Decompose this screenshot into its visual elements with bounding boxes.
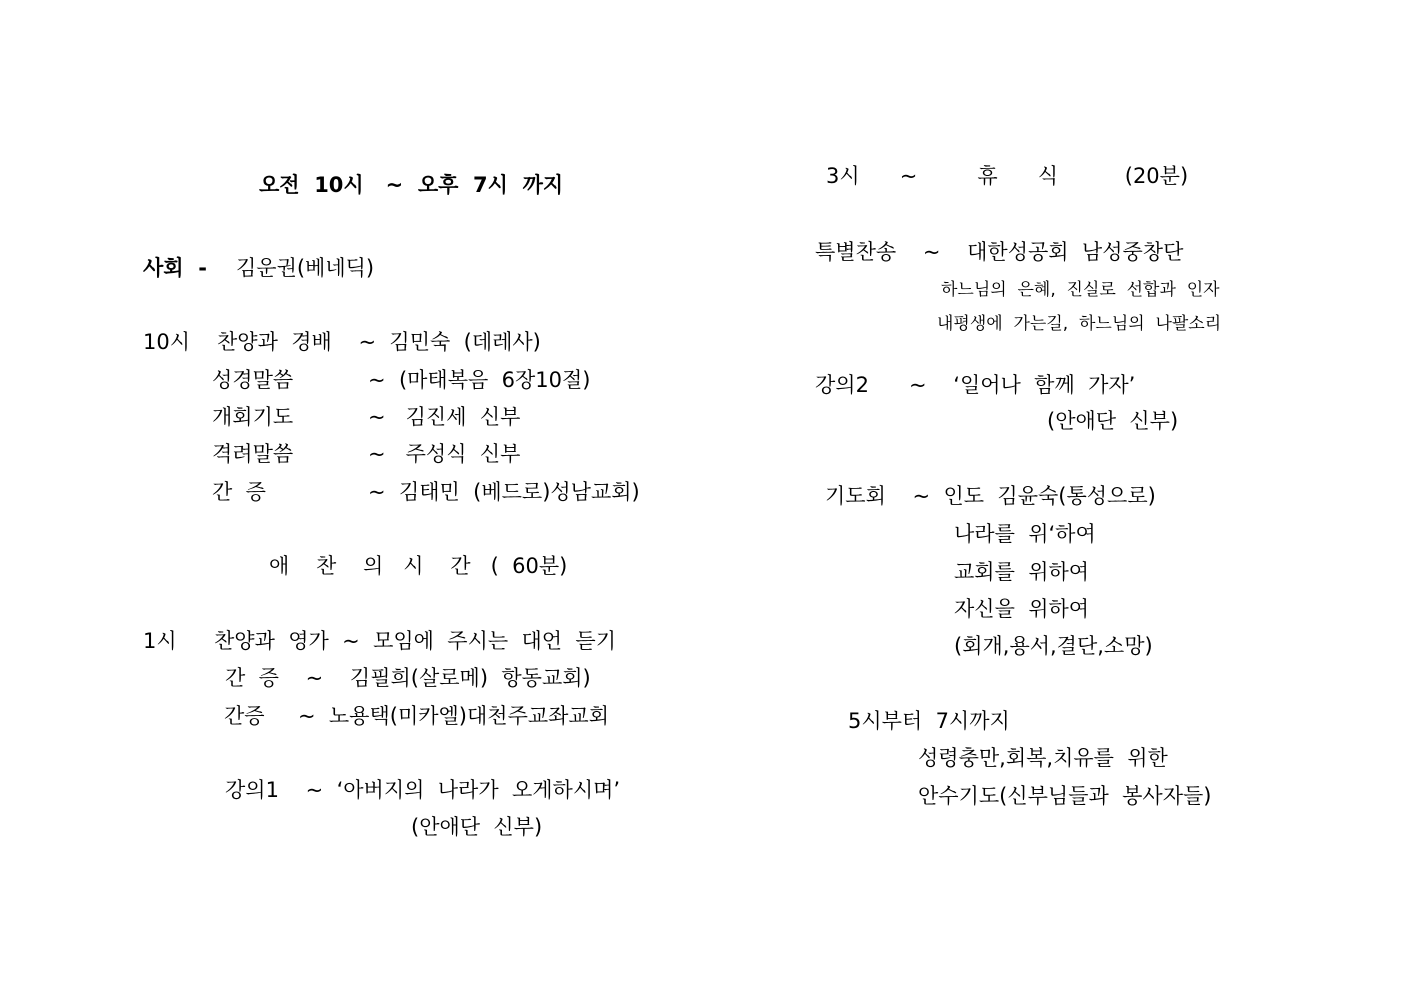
lecture-1: 강의1 ~ ‘아버지의 나라가 오게하시며’ (225, 778, 621, 802)
song-list-2: 내평생에 가는길, 하느님의 나팔소리 (937, 314, 1222, 334)
healing-line: 성령충만,회복,치유를 위한 (918, 746, 1168, 770)
laying-hands-line: 안수기도(신부님들과 봉사자들) (918, 784, 1212, 808)
lecture-1-speaker: (안애단 신부) (411, 815, 543, 839)
host-name: 김운권(베네딕) (236, 256, 375, 280)
prayer-item: (회개,용서,결단,소망) (954, 634, 1153, 658)
prayer-meeting: 기도회 ~ 인도 김윤숙(통성으로) (825, 484, 1156, 508)
row-value: ~ (마태복음 6장10절) (368, 368, 591, 392)
song-list-1: 하느님의 은혜, 진실로 선합과 인자 (941, 280, 1220, 300)
testimony-2: 간증 ~ 노용택(미카엘)대천주교좌교회 (224, 704, 609, 728)
row-label: 격려말씀 (212, 442, 294, 466)
prayer-item: 나라를 위‘하여 (954, 522, 1096, 546)
row-value: ~ 김태민 (베드로)성남교회) (368, 480, 640, 504)
special-song: 특별찬송 ~ 대한성공회 남성중창단 (815, 240, 1184, 264)
meal-time: 애 찬 의 시 간 ( 60분) (269, 554, 568, 578)
lecture-2: 강의2 ~ ‘일어나 함께 가자’ (815, 373, 1136, 397)
row-value: ~ 주성식 신부 (368, 442, 521, 466)
host-label: 사회 - (143, 256, 207, 280)
time-1: 1시 (143, 629, 177, 653)
break-line: 3시 ~ 휴 식 (20분) (826, 164, 1189, 188)
row-label: 간 증 (212, 480, 266, 504)
five-to-seven: 5시부터 7시까지 (848, 709, 1010, 733)
worship-line: 찬양과 경배 ~ 김민숙 (데레사) (217, 330, 541, 354)
testimony-1: 간 증 ~ 김필희(살로메) 항동교회) (225, 666, 591, 690)
row-label: 개회기도 (212, 405, 294, 429)
prayer-item: 자신을 위하여 (954, 597, 1090, 621)
prayer-item: 교회를 위하여 (954, 560, 1090, 584)
row-label: 성경말씀 (212, 368, 294, 392)
lecture-2-speaker: (안애단 신부) (1047, 409, 1179, 433)
row-value: ~ 김진세 신부 (368, 405, 521, 429)
program-title: 오전 10시 ~ 오후 7시 까지 (259, 173, 564, 197)
praise-line: 찬양과 영가 ~ 모임에 주시는 대언 듣기 (214, 629, 616, 653)
time-10: 10시 (143, 330, 191, 354)
